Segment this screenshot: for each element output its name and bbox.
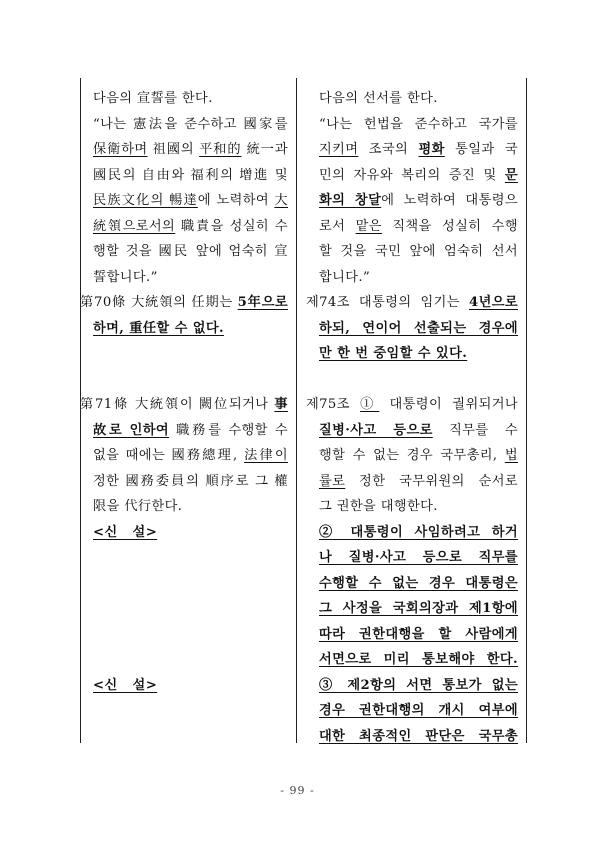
left-art70-line: 第70條 大統領의 任期는 5年으로: [80, 295, 288, 310]
right-art75-p2-line: [306, 647, 518, 673]
right-oath-underlined-text: 문: [504, 167, 518, 183]
left-new-provision-label: [80, 673, 288, 699]
right-art75-line: 제75조 ① 대통령이 궐위되거나: [306, 397, 519, 412]
left-oath-line: 統領으로서의 職責을 성실히 수: [93, 218, 288, 234]
left-oath-line: 國民의 自由와 福利의 增進 및: [93, 167, 288, 183]
left-oath-underlined-text: 民族文化의 暢達: [93, 193, 198, 208]
left-new-label-2: <신 설>: [93, 677, 158, 693]
right-art75-underlined-text: 률로: [319, 473, 346, 489]
left-art70-line: [80, 316, 288, 342]
right-column-amended-text: [306, 86, 518, 749]
right-border-line: [526, 78, 527, 743]
left-oath-underlined-text: 平和的: [199, 142, 242, 157]
spacer: [80, 596, 288, 622]
right-oath-line: 로서 맡은 직책을 성실히 수행: [319, 218, 518, 234]
right-article-75: [306, 392, 518, 520]
left-article-70: [80, 290, 288, 341]
left-oath-underlined-text: 保衛하며: [93, 142, 148, 157]
right-art74-underlined-text: 만 한 번 중임할 수 있다.: [319, 346, 468, 361]
center-divider-line: [296, 78, 297, 743]
right-oath-line: 민의 자유와 복리의 증진 및 문: [319, 167, 518, 183]
left-oath-line: 다음의 宣誓를 한다.: [93, 91, 213, 106]
right-oath-underlined-text: 화의 창달: [319, 193, 382, 208]
left-art70-underlined-text: 하며, 重任할 수 없다.: [93, 320, 224, 336]
right-art75-line: 행할 수 없는 경우 국무총리, 법: [319, 448, 518, 463]
right-art75-p2-text: 서면으로 미리 통보해야 한다.: [319, 652, 518, 667]
left-new-label-1: <신 설>: [93, 524, 158, 540]
right-art74-line: [306, 316, 518, 342]
left-art71-line: 第71條 大統領이 闕位되거나 事: [80, 397, 288, 412]
left-art71-line: 故로 인하여 職務를 수행할 수: [93, 422, 288, 438]
left-art70-underlined-text: 5年으로: [237, 295, 288, 310]
spacer: [80, 622, 288, 648]
right-art75-p2-text: ② 대통령이 사임하려고 하거: [319, 524, 518, 540]
right-art75-p2-line: [306, 622, 518, 648]
right-art75-p2-line: [306, 545, 518, 571]
right-art75-underlined-text: 법: [504, 448, 518, 463]
left-art71-line: 없을 때에는 國務總理, 法律이: [93, 448, 288, 463]
right-oath-line: 지키며 조국의 평화 통일과 국: [319, 142, 518, 157]
right-art75-underlined-text: 질병·사고 등으로: [319, 422, 433, 438]
left-article-71: [80, 392, 288, 520]
left-column-current-text: [80, 86, 288, 698]
right-oath-line: 다음의 선서를 한다.: [319, 91, 438, 106]
left-oath-line: 행할 것을 國民 앞에 엄숙히 宣: [93, 244, 288, 259]
left-art71-line: 정한 國務委員의 順序로 그 權: [93, 473, 288, 489]
right-oath-line: 할 것을 국민 앞에 엄숙히 선서: [319, 244, 518, 259]
left-oath-line: 民族文化의 暢達에 노력하여 大: [93, 193, 288, 208]
right-art75-p3-text: 대한 최종적인 판단은 국무총: [319, 728, 518, 744]
spacer: [80, 647, 288, 673]
right-art75-underlined-text: ①: [360, 397, 380, 412]
right-art75-p3-line: [306, 698, 518, 724]
spacer: [80, 571, 288, 597]
right-art74-underlined-text: 4년으로: [469, 295, 518, 310]
right-art75-p2-line: [306, 520, 518, 546]
right-art75-p2-line: [306, 571, 518, 597]
right-art75-p2-text: 그 사정을 국회의장과 제1항에: [319, 601, 518, 616]
left-oath-line: “나는 憲法을 준수하고 國家를: [93, 116, 288, 132]
left-art71-underlined-text: 故로 인하여: [93, 422, 170, 438]
page-number: - 99 -: [280, 784, 315, 797]
left-art71-line: 限을 代行한다.: [93, 499, 183, 514]
right-art75-line: 그 권한을 대행한다.: [319, 499, 438, 514]
left-oath-line: 誓합니다.”: [93, 269, 158, 285]
left-oath-underlined-text: 統領으로서의: [93, 218, 176, 234]
right-art74-line: 제74조 대통령의 임기는 4년으로: [306, 295, 518, 310]
spacer: [80, 367, 288, 393]
right-art75-p2-text: 나 질병·사고 등으로 직무를: [319, 550, 518, 565]
right-art75-line: 률로 정한 국무위원의 순서로: [319, 473, 518, 489]
right-art75-p3-line: [306, 673, 518, 699]
right-art75-p3-text: 경우 권한대행의 개시 여부에: [319, 703, 518, 718]
right-oath-underlined-text: 맡은: [355, 218, 382, 234]
right-oath-line: “나는 헌법을 준수하고 국가를: [319, 116, 518, 132]
right-art75-line: 질병·사고 등으로 직무를 수: [319, 422, 518, 438]
left-new-provision-label: [80, 520, 288, 546]
right-oath-underlined-text: 평화: [418, 142, 445, 157]
right-article-75-paragraph-3: [306, 673, 518, 750]
spacer: [80, 545, 288, 571]
right-art75-p3-line: [306, 724, 518, 750]
right-art75-p2-line: [306, 596, 518, 622]
right-oath-block: [306, 86, 518, 290]
left-art71-underlined-text: 事: [274, 397, 288, 412]
left-art71-underlined-text: 法律이: [244, 448, 288, 463]
right-oath-line: 화의 창달에 노력하여 대통령으: [319, 193, 518, 208]
right-art74-line: [306, 341, 518, 367]
right-art75-p2-text: 수행할 수 없는 경우 대통령은: [319, 575, 518, 591]
right-art75-p3-text: ③ 제2항의 서면 통보가 없는: [319, 677, 518, 693]
spacer: [80, 341, 288, 367]
left-oath-underlined-text: 大: [274, 193, 288, 208]
right-article-74: [306, 290, 518, 367]
right-oath-underlined-text: 지키며: [319, 142, 359, 157]
right-article-75-paragraph-2: [306, 520, 518, 673]
right-oath-line: 합니다.”: [319, 269, 371, 285]
right-art74-underlined-text: 하되, 연이어 선출되는 경우에: [319, 320, 518, 336]
left-oath-line: 保衛하며 祖國의 平和的 統一과: [93, 142, 288, 157]
right-art75-p2-text: 따라 권한대행을 할 사람에게: [319, 626, 518, 642]
left-oath-block: [80, 86, 288, 290]
spacer: [306, 367, 518, 393]
